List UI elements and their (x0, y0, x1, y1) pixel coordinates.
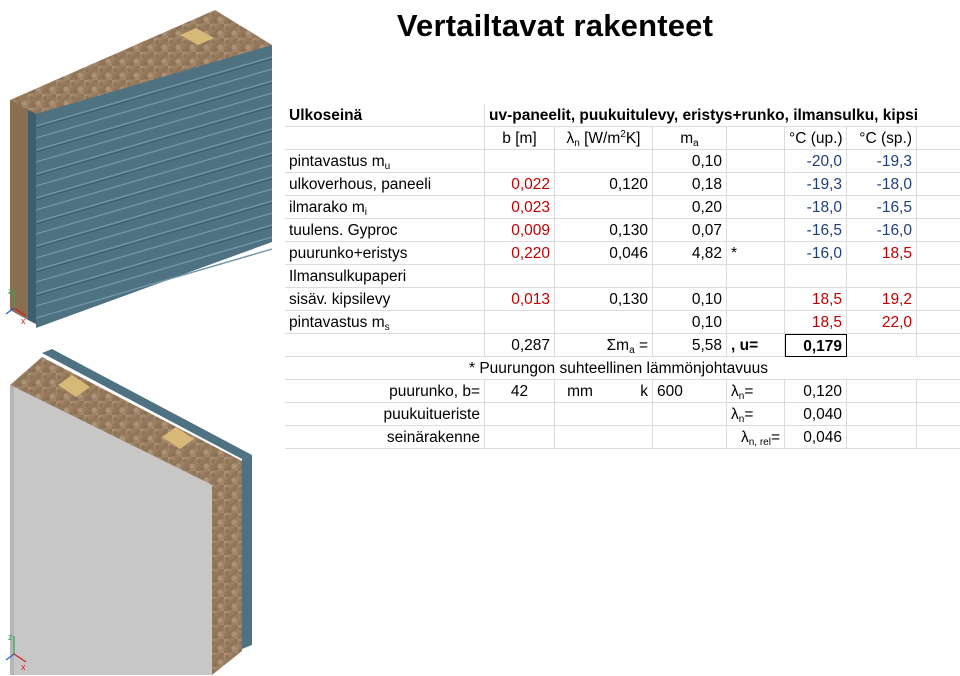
gypsum-wall-illustration (0, 345, 255, 675)
row-label: Ilmansulkupaperi (285, 265, 485, 288)
row-label: puurunko+eristys (285, 242, 485, 265)
calculation-sheet (285, 104, 960, 450)
frame-spacing: 600 (653, 380, 727, 403)
row-b (485, 265, 555, 288)
frame-k: k (605, 380, 653, 403)
row-m: 4,82 (653, 242, 727, 265)
row-m: 0,10 (653, 150, 727, 173)
row-lambda: 0,046 (555, 242, 653, 265)
col-t-sp-header: °C (sp.) (847, 127, 917, 150)
frame-lambda: 0,120 (785, 380, 847, 403)
row-t-up: 18,5 (785, 288, 847, 311)
row-lambda (555, 196, 653, 219)
axis-x-label: x (21, 316, 26, 326)
axis-triad-icon (2, 284, 32, 326)
row-t-sp: 18,5 (847, 242, 917, 265)
row-t-sp: -16,5 (847, 196, 917, 219)
row-t-up: -20,0 (785, 150, 847, 173)
fiber-lambda-label: $\lambda_n=$ (727, 403, 785, 426)
row-label: ilmarako $m_i$ (285, 196, 485, 219)
col-t-up-header: °C (up.) (785, 127, 847, 150)
row-label: pintavastus $m_u$ (285, 150, 485, 173)
frame-label: puurunko, b= (285, 380, 485, 403)
wall-row (285, 426, 960, 449)
page-title: Vertailtavat rakenteet (396, 8, 714, 43)
row-star (727, 265, 785, 288)
row-m: 0,10 (653, 311, 727, 334)
header-row (285, 104, 960, 127)
fiber-label: puukuitueriste (285, 403, 485, 426)
row-star: * (727, 242, 785, 265)
header-description: uv-paneelit, puukuitulevy, eristys+runko, ilmansulku, kipsi (485, 104, 960, 127)
frame-b: 42 (485, 380, 555, 403)
row-t-sp (847, 265, 917, 288)
table-row (285, 219, 960, 242)
col-b-header: b [m] (485, 127, 555, 150)
col-lambda-header: $\lambda_n$ $[W/m^2K]$ (555, 127, 653, 150)
row-m: 0,10 (653, 288, 727, 311)
row-m: 0,20 (653, 196, 727, 219)
row-b (485, 150, 555, 173)
row-t-sp: -19,3 (847, 150, 917, 173)
u-value: 0,179 (785, 334, 847, 357)
wall-label: seinärakenne (285, 426, 485, 449)
row-lambda (555, 311, 653, 334)
row-t-sp: -16,0 (847, 219, 917, 242)
row-t-up: 18,5 (785, 311, 847, 334)
row-label: ulkoverhous, paneeli (285, 173, 485, 196)
table-row (285, 265, 960, 288)
row-star (727, 311, 785, 334)
wall-lambda: 0,046 (785, 426, 847, 449)
fiber-lambda: 0,040 (785, 403, 847, 426)
row-label: tuulens. Gyproc (285, 219, 485, 242)
row-m (653, 265, 727, 288)
header-label: Ulkoseinä (285, 104, 485, 127)
row-b: 0,023 (485, 196, 555, 219)
row-m: 0,18 (653, 173, 727, 196)
totals-row (285, 334, 960, 357)
frame-unit: mm (555, 380, 605, 403)
row-t-sp: -18,0 (847, 173, 917, 196)
column-header-row (285, 127, 960, 150)
table-row (285, 196, 960, 219)
row-label: sisäv. kipsilevy (285, 288, 485, 311)
footnote-row (285, 357, 960, 380)
row-star (727, 150, 785, 173)
table-row (285, 173, 960, 196)
sigma-label: $\Sigma m_a$ = (555, 334, 653, 357)
frame-row (285, 380, 960, 403)
row-lambda: 0,120 (555, 173, 653, 196)
u-label: , u= (727, 334, 785, 357)
row-m: 0,07 (653, 219, 727, 242)
row-lambda: 0,130 (555, 288, 653, 311)
axis-triad-icon (2, 630, 32, 672)
row-label: pintavastus $m_s$ (285, 311, 485, 334)
wall-lambda-label: $\lambda_{n, rel}=$ (727, 426, 785, 449)
row-star (727, 219, 785, 242)
row-t-up: -18,0 (785, 196, 847, 219)
col-m-header: $m_a$ (653, 127, 727, 150)
frame-lambda-label: $\lambda_n=$ (727, 380, 785, 403)
row-t-up (785, 265, 847, 288)
footnote: * Puurungon suhteellinen lämmönjohtavuus (465, 357, 960, 380)
row-star (727, 173, 785, 196)
fiber-row (285, 403, 960, 426)
row-b: 0,013 (485, 288, 555, 311)
row-t-up: -19,3 (785, 173, 847, 196)
row-t-up: -16,0 (785, 242, 847, 265)
row-lambda (555, 265, 653, 288)
row-star (727, 196, 785, 219)
panel-wall-illustration (0, 10, 285, 340)
m-sum: 5,58 (653, 334, 727, 357)
row-b (485, 311, 555, 334)
row-b: 0,220 (485, 242, 555, 265)
row-b: 0,022 (485, 173, 555, 196)
row-b: 0,009 (485, 219, 555, 242)
row-star (727, 288, 785, 311)
axis-z-label: z (8, 632, 13, 642)
row-t-up: -16,5 (785, 219, 847, 242)
table-row (285, 311, 960, 334)
table-row (285, 288, 960, 311)
row-lambda (555, 150, 653, 173)
row-t-sp: 19,2 (847, 288, 917, 311)
row-lambda: 0,130 (555, 219, 653, 242)
axis-x-label: x (21, 662, 26, 672)
table-row (285, 150, 960, 173)
b-sum: 0,287 (485, 334, 555, 357)
row-t-sp: 22,0 (847, 311, 917, 334)
table-row (285, 242, 960, 265)
axis-z-label: z (8, 286, 13, 296)
